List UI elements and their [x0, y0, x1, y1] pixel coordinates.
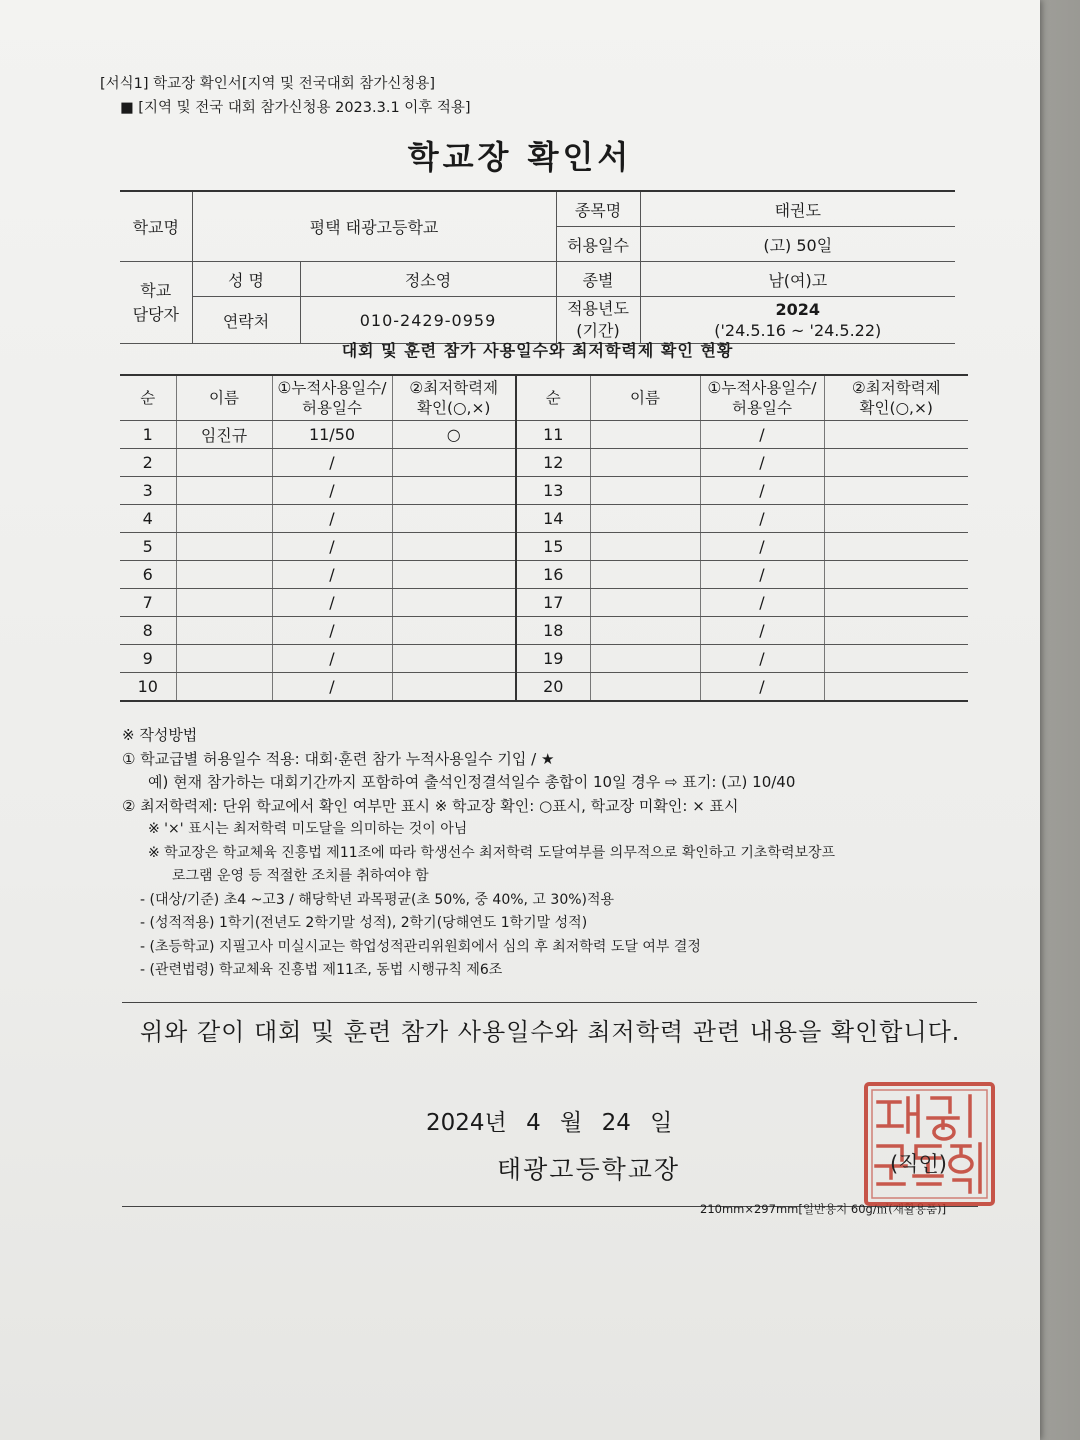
row-no: 6: [120, 561, 176, 589]
instruction-note-2a: ※ 학교장은 학교체육 진흥법 제11조에 따라 학생선수 최저학력 도달여부를 의무적으로 확인하고 기초학력보장프: [148, 844, 836, 861]
row-check: [392, 533, 516, 561]
table-row: [120, 617, 968, 645]
instruction-example: 예) 현재 참가하는 대회기간까지 포함하여 출석인정결석일수 총합이 10일 경우 ⇨ 표기: (고) 10/40: [148, 773, 796, 791]
row-no: 1: [120, 421, 176, 449]
row-name-2: [590, 645, 700, 673]
row-name: [176, 505, 272, 533]
table-row: [120, 477, 968, 505]
row-days: /: [272, 477, 392, 505]
issue-date: [420, 1104, 678, 1137]
row-check: ○: [392, 421, 516, 449]
row-name-2: [590, 505, 700, 533]
row-check: [392, 617, 516, 645]
date-day-unit: 일: [650, 1110, 673, 1136]
name-label: 성 명: [192, 262, 300, 297]
row-no-2: 12: [516, 449, 590, 477]
row-check-2: [824, 533, 968, 561]
row-days-2: /: [700, 617, 824, 645]
confirmation-text: 위와 같이 대회 및 훈련 참가 사용일수와 최저학력 관련 내용을 확인합니다.: [140, 1018, 961, 1046]
row-no: 10: [120, 673, 176, 702]
row-check-2: [824, 421, 968, 449]
row-name: [176, 477, 272, 505]
col-header-check-2: ②최저학력제 확인(○,×): [824, 375, 968, 421]
row-check-2: [824, 645, 968, 673]
col-header-name: 이름: [176, 375, 272, 421]
table-row: [120, 673, 968, 702]
row-name-2: [590, 673, 700, 702]
col-header-days: ①누적사용일수/ 허용일수: [272, 375, 392, 421]
row-days-2: /: [700, 505, 824, 533]
instruction-item-2: ② 최저학력제: 단위 학교에서 확인 여부만 표시 ※ 학교장 확인: ○표시, 학교장 미확인: × 표시: [122, 796, 739, 815]
table-row: [120, 561, 968, 589]
row-days-2: /: [700, 477, 824, 505]
row-no-2: 20: [516, 673, 590, 702]
name-value: 정소영: [300, 262, 556, 297]
form-header-line1: [서식1] 학교장 확인서[지역 및 전국대회 참가신청용]: [100, 76, 436, 92]
school-value: 평택 태광고등학교: [192, 191, 556, 262]
status-table-header: [120, 375, 968, 421]
row-check-2: [824, 589, 968, 617]
row-name: [176, 673, 272, 702]
row-check: [392, 477, 516, 505]
status-table: [120, 374, 968, 702]
row-no-2: 18: [516, 617, 590, 645]
divider-top: [122, 1002, 977, 1003]
col-header-days-2: ①누적사용일수/ 허용일수: [700, 375, 824, 421]
row-days-2: /: [700, 449, 824, 477]
info-table: [120, 190, 955, 344]
row-check-2: [824, 617, 968, 645]
row-no-2: 16: [516, 561, 590, 589]
row-days: /: [272, 617, 392, 645]
row-name-2: [590, 589, 700, 617]
row-days-2: /: [700, 589, 824, 617]
row-days: /: [272, 505, 392, 533]
row-name-2: [590, 477, 700, 505]
row-name-2: [590, 617, 700, 645]
row-days-2: /: [700, 533, 824, 561]
section-title: 대회 및 훈련 참가 사용일수와 최저학력제 확인 현황: [341, 341, 734, 360]
row-days: /: [272, 561, 392, 589]
date-month-unit: 월: [560, 1110, 583, 1136]
school-label: 학교명: [120, 191, 192, 262]
allowed-days-label: 허용일수: [556, 227, 640, 262]
gender-label: 종별: [556, 262, 640, 297]
form-header: [100, 72, 471, 120]
table-row: [120, 645, 968, 673]
instructions-heading: ※ 작성방법: [122, 726, 198, 744]
instruction-dash-1: - (대상/기준) 초4 ~고3 / 해당학년 과목평균(초 50%, 중 40%, 고 30%)적용: [140, 891, 615, 908]
row-check-2: [824, 561, 968, 589]
row-days: /: [272, 645, 392, 673]
row-no-2: 17: [516, 589, 590, 617]
row-no-2: 11: [516, 421, 590, 449]
row-days: /: [272, 589, 392, 617]
row-name: [176, 589, 272, 617]
allowed-days-value: (고) 50일: [640, 227, 955, 262]
sport-label: 종목명: [556, 191, 640, 227]
row-days-2: /: [700, 673, 824, 702]
seal-mark: (직인): [890, 1152, 947, 1176]
sport-value: 태권도: [640, 191, 955, 227]
row-check-2: [824, 505, 968, 533]
period-value: ('24.5.16 ~ '24.5.22): [714, 321, 882, 340]
table-row: [120, 421, 968, 449]
document-title: 학교장 확인서: [407, 138, 633, 176]
row-days: 11/50: [272, 421, 392, 449]
row-check-2: [824, 673, 968, 702]
paper-spec-footer: 210mm×297mm[일반용지 60g/㎡(재활용품)]: [700, 1202, 947, 1216]
year-cell: [640, 297, 955, 344]
date-month: 4: [526, 1110, 541, 1136]
row-name: [176, 617, 272, 645]
row-days: /: [272, 533, 392, 561]
table-row: [120, 449, 968, 477]
row-days-2: /: [700, 421, 824, 449]
row-no: 5: [120, 533, 176, 561]
row-no-2: 15: [516, 533, 590, 561]
row-check-2: [824, 449, 968, 477]
row-no: 8: [120, 617, 176, 645]
row-no-2: 19: [516, 645, 590, 673]
manager-label: 학교 담당자: [120, 262, 192, 344]
row-name-2: [590, 533, 700, 561]
contact-value: 010-2429-0959: [300, 297, 556, 344]
row-check: [392, 673, 516, 702]
row-check-2: [824, 477, 968, 505]
row-days: /: [272, 673, 392, 702]
row-name: [176, 449, 272, 477]
table-row: [120, 533, 968, 561]
row-no: 7: [120, 589, 176, 617]
instruction-item-1: ① 학교급별 허용일수 적용: 대회·훈련 참가 누적사용일수 기입 / ★: [122, 749, 555, 768]
instruction-note-1: ※ '×' 표시는 최저학력 미도달을 의미하는 것이 아님: [148, 821, 468, 837]
row-name-2: [590, 561, 700, 589]
row-no: 2: [120, 449, 176, 477]
row-name: [176, 561, 272, 589]
row-no-2: 13: [516, 477, 590, 505]
row-days: /: [272, 449, 392, 477]
row-name: [176, 645, 272, 673]
official-seal-stamp: [862, 1080, 997, 1208]
instructions: [122, 724, 982, 983]
row-no-2: 14: [516, 505, 590, 533]
instruction-note-2b: 로그램 운영 등 적절한 조치를 취하여야 함: [172, 868, 429, 884]
row-name: 임진규: [176, 421, 272, 449]
row-check: [392, 589, 516, 617]
form-header-line2: ■ [지역 및 전국 대회 참가신청용 2023.3.1 이후 적용]: [120, 100, 471, 116]
year-label: 적용년도 (기간): [556, 297, 640, 344]
status-table-body: [120, 421, 968, 702]
row-no: 3: [120, 477, 176, 505]
col-header-no-2: 순: [516, 375, 590, 421]
row-check: [392, 505, 516, 533]
table-row: [120, 505, 968, 533]
principal-name: 태광고등학교장: [497, 1155, 681, 1184]
year-value: 2024: [775, 300, 821, 319]
row-no: 4: [120, 505, 176, 533]
row-name: [176, 533, 272, 561]
contact-label: 연락처: [192, 297, 300, 344]
date-year: 2024년: [426, 1110, 507, 1136]
row-days-2: /: [700, 645, 824, 673]
row-no: 9: [120, 645, 176, 673]
date-day: 24: [601, 1110, 631, 1136]
instruction-dash-4: - (관련법령) 학교체육 진흥법 제11조, 동법 시행규칙 제6조: [140, 962, 503, 978]
row-name-2: [590, 421, 700, 449]
gender-value: 남(여)고: [640, 262, 955, 297]
row-days-2: /: [700, 561, 824, 589]
col-header-no: 순: [120, 375, 176, 421]
col-header-check: ②최저학력제 확인(○,×): [392, 375, 516, 421]
table-row: [120, 589, 968, 617]
row-name-2: [590, 449, 700, 477]
row-check: [392, 449, 516, 477]
instruction-dash-3: - (초등학교) 지필고사 미실시교는 학업성적관리위원회에서 심의 후 최저학력 도달 여부 결정: [140, 938, 701, 955]
row-check: [392, 645, 516, 673]
col-header-name-2: 이름: [590, 375, 700, 421]
instruction-dash-2: - (성적적용) 1학기(전년도 2학기말 성적), 2학기(당해연도 1학기말 성적): [140, 915, 588, 931]
row-check: [392, 561, 516, 589]
